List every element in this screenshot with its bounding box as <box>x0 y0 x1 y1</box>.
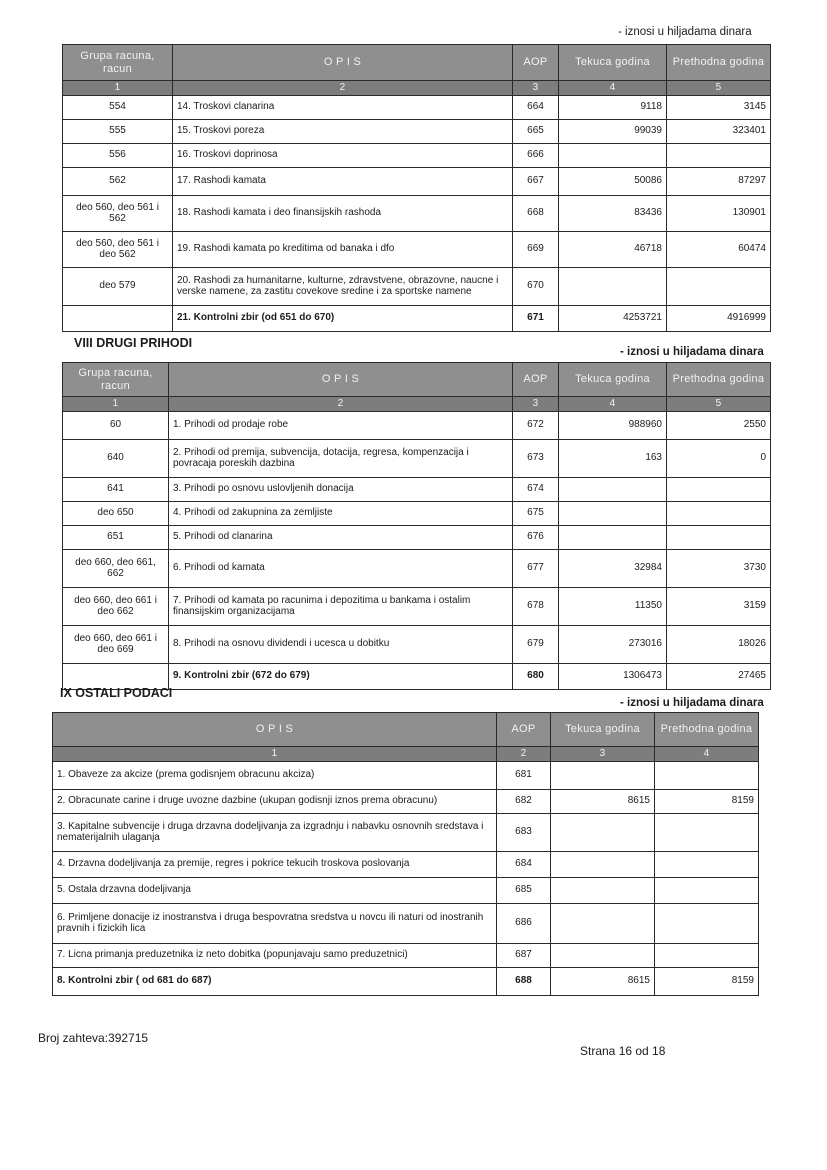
table-row <box>53 877 759 903</box>
desc-cell: 6. Primljene donacije iz inostranstva i druga bespovratna sredstva u novcu ili naturi od inostranih pravnih i fizickih lica <box>53 903 497 943</box>
current-cell: 32984 <box>559 549 667 587</box>
aop-cell: 688 <box>497 967 551 995</box>
group-cell: 562 <box>63 167 173 195</box>
aop-cell: 664 <box>513 95 559 119</box>
previous-cell <box>655 877 759 903</box>
current-cell <box>559 267 667 305</box>
col-number: 5 <box>667 81 771 96</box>
table-row <box>53 943 759 967</box>
table-row <box>63 195 771 231</box>
group-cell: 60 <box>63 411 169 439</box>
header-aop: AOP <box>513 363 559 397</box>
aop-cell: 687 <box>497 943 551 967</box>
desc-cell: 15. Troskovi poreza <box>173 119 513 143</box>
group-cell: deo 660, deo 661 i deo 669 <box>63 625 169 663</box>
header-previous-year: Prethodna godina <box>667 45 771 81</box>
current-cell: 163 <box>559 439 667 477</box>
table-row <box>63 625 771 663</box>
table-row <box>53 761 759 789</box>
desc-cell: 3. Prihodi po osnovu uslovljenih donacija <box>169 477 513 501</box>
group-cell: 641 <box>63 477 169 501</box>
previous-cell: 130901 <box>667 195 771 231</box>
current-cell <box>551 903 655 943</box>
desc-cell: 4. Drzavna dodeljivanja za premije, regres i pokrice tekucih troskova poslovanja <box>53 851 497 877</box>
previous-cell: 8159 <box>655 789 759 813</box>
group-cell: 556 <box>63 143 173 167</box>
aop-cell: 672 <box>513 411 559 439</box>
aop-cell: 684 <box>497 851 551 877</box>
desc-cell: 7. Prihodi od kamata po racunima i depozitima u bankama i ostalim finansijskim organizacijama <box>169 587 513 625</box>
desc-cell: 1. Obaveze za akcize (prema godisnjem obracunu akciza) <box>53 761 497 789</box>
current-cell: 8615 <box>551 789 655 813</box>
table-row <box>63 267 771 305</box>
current-cell: 83436 <box>559 195 667 231</box>
col-number: 1 <box>53 747 497 762</box>
section-title-other-data: IX OSTALI PODACI <box>60 686 173 700</box>
aop-cell: 683 <box>497 813 551 851</box>
previous-cell: 0 <box>667 439 771 477</box>
aop-cell: 674 <box>513 477 559 501</box>
table-row <box>63 119 771 143</box>
header-current-year: Tekuca godina <box>559 363 667 397</box>
table-row <box>53 789 759 813</box>
header-previous-year: Prethodna godina <box>655 713 759 747</box>
table-row <box>63 95 771 119</box>
aop-cell: 677 <box>513 549 559 587</box>
desc-cell: 9. Kontrolni zbir (672 do 679) <box>169 663 513 689</box>
other-income-table <box>62 362 771 690</box>
group-cell: 554 <box>63 95 173 119</box>
previous-cell: 27465 <box>667 663 771 689</box>
current-cell <box>551 943 655 967</box>
current-cell: 273016 <box>559 625 667 663</box>
aop-cell: 668 <box>513 195 559 231</box>
current-cell: 8615 <box>551 967 655 995</box>
current-cell <box>559 525 667 549</box>
desc-cell: 2. Prihodi od premija, subvencija, dotacija, regresa, kompenzacija i povracaja poreskih dazbina <box>169 439 513 477</box>
table-row <box>63 167 771 195</box>
header-current-year: Tekuca godina <box>559 45 667 81</box>
group-cell: deo 650 <box>63 501 169 525</box>
previous-cell <box>667 477 771 501</box>
current-cell <box>559 501 667 525</box>
col-number: 1 <box>63 81 173 96</box>
desc-cell: 4. Prihodi od zakupnina za zemljiste <box>169 501 513 525</box>
current-cell <box>551 813 655 851</box>
previous-cell <box>655 761 759 789</box>
section-title-other-income: VIII DRUGI PRIHODI <box>74 336 193 350</box>
aop-cell: 667 <box>513 167 559 195</box>
group-cell: 651 <box>63 525 169 549</box>
aop-cell: 665 <box>513 119 559 143</box>
current-cell <box>559 477 667 501</box>
table-row <box>63 525 771 549</box>
header-aop: AOP <box>513 45 559 81</box>
current-cell: 9118 <box>559 95 667 119</box>
table-row <box>53 903 759 943</box>
desc-cell: 21. Kontrolni zbir (od 651 do 670) <box>173 305 513 331</box>
col-number: 2 <box>497 747 551 762</box>
desc-cell: 8. Kontrolni zbir ( od 681 do 687) <box>53 967 497 995</box>
current-cell: 46718 <box>559 231 667 267</box>
header-desc: O P I S <box>173 45 513 81</box>
col-number: 2 <box>173 81 513 96</box>
control-sum-row <box>53 967 759 995</box>
desc-cell: 5. Ostala drzavna dodeljivanja <box>53 877 497 903</box>
header-aop: AOP <box>497 713 551 747</box>
group-cell: deo 660, deo 661, 662 <box>63 549 169 587</box>
previous-cell: 3730 <box>667 549 771 587</box>
previous-cell <box>655 813 759 851</box>
current-cell: 50086 <box>559 167 667 195</box>
expenses-table <box>62 44 771 332</box>
table-row <box>63 143 771 167</box>
previous-cell: 18026 <box>667 625 771 663</box>
current-cell: 11350 <box>559 587 667 625</box>
desc-cell: 18. Rashodi kamata i deo finansijskih rashoda <box>173 195 513 231</box>
desc-cell: 7. Licna primanja preduzetnika iz neto dobitka (popunjavaju samo preduzetnici) <box>53 943 497 967</box>
desc-cell: 14. Troskovi clanarina <box>173 95 513 119</box>
col-number: 4 <box>655 747 759 762</box>
page-number: Strana 16 od 18 <box>580 1044 666 1058</box>
header-previous-year: Prethodna godina <box>667 363 771 397</box>
previous-cell: 8159 <box>655 967 759 995</box>
previous-cell <box>655 851 759 877</box>
current-cell: 4253721 <box>559 305 667 331</box>
current-cell <box>551 851 655 877</box>
previous-cell: 323401 <box>667 119 771 143</box>
header-desc: O P I S <box>169 363 513 397</box>
table-row <box>63 231 771 267</box>
table-row <box>63 501 771 525</box>
col-number: 5 <box>667 397 771 412</box>
aop-cell: 681 <box>497 761 551 789</box>
table-row <box>63 477 771 501</box>
header-group: Grupa racuna, racun <box>63 45 173 81</box>
table-row <box>63 587 771 625</box>
aop-cell: 678 <box>513 587 559 625</box>
aop-cell: 671 <box>513 305 559 331</box>
request-number: Broj zahteva:392715 <box>38 1031 149 1045</box>
aop-cell: 680 <box>513 663 559 689</box>
desc-cell: 20. Rashodi za humanitarne, kulturne, zdravstvene, obrazovne, naucne i verske namene, za zastitu covekove sredine i za sportske namene <box>173 267 513 305</box>
aop-cell: 685 <box>497 877 551 903</box>
table-row <box>53 851 759 877</box>
col-number: 3 <box>551 747 655 762</box>
aop-cell: 682 <box>497 789 551 813</box>
group-cell: deo 560, deo 561 i 562 <box>63 195 173 231</box>
desc-cell: 8. Prihodi na osnovu dividendi i ucesca u dobitku <box>169 625 513 663</box>
control-sum-row <box>63 305 771 331</box>
group-cell: 555 <box>63 119 173 143</box>
table-row <box>63 411 771 439</box>
desc-cell: 3. Kapitalne subvencije i druga drzavna dodeljivanja za izgradnju i nabavku osnovnih sredstava i nematerijalnih ulaganja <box>53 813 497 851</box>
previous-cell: 87297 <box>667 167 771 195</box>
other-data-table <box>52 712 759 996</box>
header-desc: O P I S <box>53 713 497 747</box>
desc-cell: 19. Rashodi kamata po kreditima od banaka i dfo <box>173 231 513 267</box>
previous-cell: 4916999 <box>667 305 771 331</box>
current-cell: 99039 <box>559 119 667 143</box>
desc-cell: 17. Rashodi kamata <box>173 167 513 195</box>
col-number: 3 <box>513 81 559 96</box>
table-row <box>53 813 759 851</box>
col-number: 4 <box>559 81 667 96</box>
table-row <box>63 549 771 587</box>
previous-cell <box>667 267 771 305</box>
aop-cell: 673 <box>513 439 559 477</box>
aop-cell: 670 <box>513 267 559 305</box>
previous-cell: 2550 <box>667 411 771 439</box>
current-cell: 988960 <box>559 411 667 439</box>
current-cell <box>551 877 655 903</box>
col-number: 4 <box>559 397 667 412</box>
desc-cell: 1. Prihodi od prodaje robe <box>169 411 513 439</box>
previous-cell <box>667 501 771 525</box>
aop-cell: 666 <box>513 143 559 167</box>
col-number: 3 <box>513 397 559 412</box>
group-cell <box>63 305 173 331</box>
header-current-year: Tekuca godina <box>551 713 655 747</box>
aop-cell: 669 <box>513 231 559 267</box>
group-cell: deo 560, deo 561 i deo 562 <box>63 231 173 267</box>
aop-cell: 686 <box>497 903 551 943</box>
desc-cell: 5. Prihodi od clanarina <box>169 525 513 549</box>
aop-cell: 679 <box>513 625 559 663</box>
col-number: 2 <box>169 397 513 412</box>
units-note-3: - iznosi u hiljadama dinara <box>620 697 764 709</box>
previous-cell: 3145 <box>667 95 771 119</box>
aop-cell: 676 <box>513 525 559 549</box>
previous-cell <box>655 943 759 967</box>
desc-cell: 6. Prihodi od kamata <box>169 549 513 587</box>
current-cell: 1306473 <box>559 663 667 689</box>
table-row <box>63 439 771 477</box>
units-note-2: - iznosi u hiljadama dinara <box>620 346 764 358</box>
previous-cell <box>667 143 771 167</box>
group-cell: deo 660, deo 661 i deo 662 <box>63 587 169 625</box>
current-cell <box>559 143 667 167</box>
previous-cell: 3159 <box>667 587 771 625</box>
group-cell: 640 <box>63 439 169 477</box>
group-cell: deo 579 <box>63 267 173 305</box>
current-cell <box>551 761 655 789</box>
desc-cell: 2. Obracunate carine i druge uvozne dazbine (ukupan godisnji iznos prema obracunu) <box>53 789 497 813</box>
previous-cell <box>655 903 759 943</box>
desc-cell: 16. Troskovi doprinosa <box>173 143 513 167</box>
previous-cell <box>667 525 771 549</box>
previous-cell: 60474 <box>667 231 771 267</box>
header-group: Grupa racuna, racun <box>63 363 169 397</box>
aop-cell: 675 <box>513 501 559 525</box>
col-number: 1 <box>63 397 169 412</box>
units-note-top: - iznosi u hiljadama dinara <box>618 26 752 38</box>
